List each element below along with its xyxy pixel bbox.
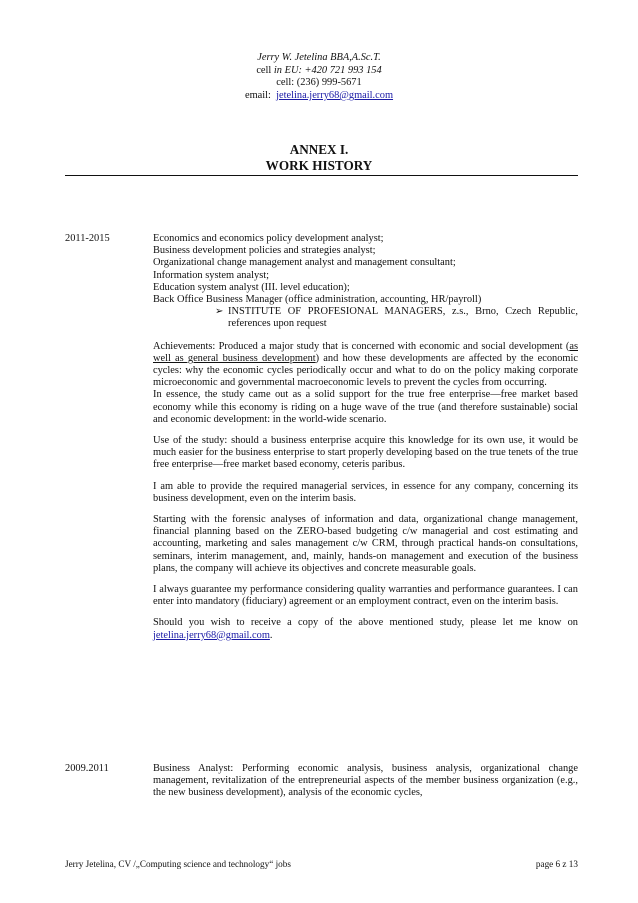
- email-link[interactable]: jetelina.jerry68@gmail.com: [276, 89, 394, 101]
- footer-left: Jerry Jetelina, CV /„Computing science and technology“ jobs: [65, 859, 291, 869]
- achievements-underlined: as well as general business development: [153, 340, 578, 364]
- achievements-text-a: Achievements: Produced a major study that is concerned with economic and social development (: [153, 340, 570, 352]
- cell-us: cell: (236) 999-5671: [276, 77, 362, 89]
- role-item: Economics and economics policy development analyst;: [153, 233, 384, 244]
- use-paragraph: Use of the study: should a business enterprise acquire this knowledge for its own use, it would be much easier for the business enterprise to start properly developing based on the true tenets of the true free enterprise—free market based economy, ceteris paribus.: [153, 435, 578, 471]
- email-line: [0, 90, 638, 103]
- able-paragraph: I am able to provide the required managerial services, in essence for any company, concerning its business development, even on the interim basis.: [153, 480, 578, 504]
- role-item: Organizational change management analyst and management consultant;: [153, 257, 456, 269]
- achievements-paragraph: [153, 341, 578, 390]
- arrow-bullet-icon: ➢: [215, 306, 224, 318]
- achievements-text-b: ) and how these developments are affected by the economic cycles: why the economic cycles periodically occur and what to do on the policy making corporate microeconomic and governmental macroeconomic levels to prevent the cycles from occurring.: [153, 352, 578, 389]
- employer-text: INSTITUTE OF PROFESIONAL MANAGERS, z.s., Brno, Czech Republic, references upon request: [228, 306, 578, 330]
- role-item: Back Office Business Manager (office administration, accounting, HR/payroll): [153, 294, 482, 306]
- role-item: Business development policies and strategies analyst;: [153, 245, 376, 257]
- copy-text: Should you wish to receive a copy of the above mentioned study, please let me know on: [153, 617, 578, 629]
- copy-paragraph: [153, 617, 578, 641]
- role-item: Information system analyst;: [153, 269, 270, 281]
- contact-header: [0, 52, 638, 102]
- page-number: page 6 z 13: [535, 859, 578, 869]
- entry-years: 2009.2011: [65, 763, 109, 774]
- email-label: email:: [244, 89, 271, 101]
- cell-eu-prefix: cell: [256, 64, 274, 76]
- role-list: [153, 233, 578, 306]
- title-divider: [65, 175, 578, 176]
- copy-email-link[interactable]: jetelina.jerry68@gmail.com: [153, 629, 270, 641]
- author-name: Jerry W. Jetelina BBA,A.Sc.T.: [257, 52, 381, 63]
- role-item: Education system analyst (III. level education);: [153, 281, 350, 293]
- entry-body: [153, 233, 578, 651]
- copy-end: .: [269, 629, 273, 641]
- entry-years: 2011-2015: [65, 233, 110, 244]
- entry-body-text: Business Analyst: Performing economic analysis, business analysis, organizational change management, revitalization of the entrepreneurial aspects of the member business organization (e.g., the new business development), analysis of the economic cycles,: [153, 763, 578, 799]
- section-title: [0, 142, 638, 173]
- essence-paragraph: In essence, the study came out as a solid support for the true free enterprise—free market based economy while this economy is riding on a huge wave of the true (and therefore sustainable) social and economic development: in the world-wide scenario.: [153, 389, 578, 425]
- employer-bullet: [153, 306, 578, 330]
- guarantee-paragraph: I always guarantee my performance considering quality warranties and performance guarantees. I can enter into mandatory (fiduciary) agreement or an employment contract, even on the interim basis.: [153, 584, 578, 608]
- starting-paragraph: Starting with the forensic analyses of information and data, organizational change management, financial planning based on the ZERO-based budgeting c/w managerial and cost estimating and accounting, marketing and sales management c/w CRM, through practical hands-on consultations, seminars, interim management, and, mainly, hands-on management and execution of the business plans, the company will achieve its objectives and concrete measurable goals.: [153, 514, 578, 574]
- cell-eu: [0, 65, 638, 78]
- work-history-heading: WORK HISTORY: [265, 157, 373, 173]
- cell-eu-number: in EU: +420 721 993 154: [273, 64, 382, 76]
- annex-heading: ANNEX I.: [289, 142, 349, 157]
